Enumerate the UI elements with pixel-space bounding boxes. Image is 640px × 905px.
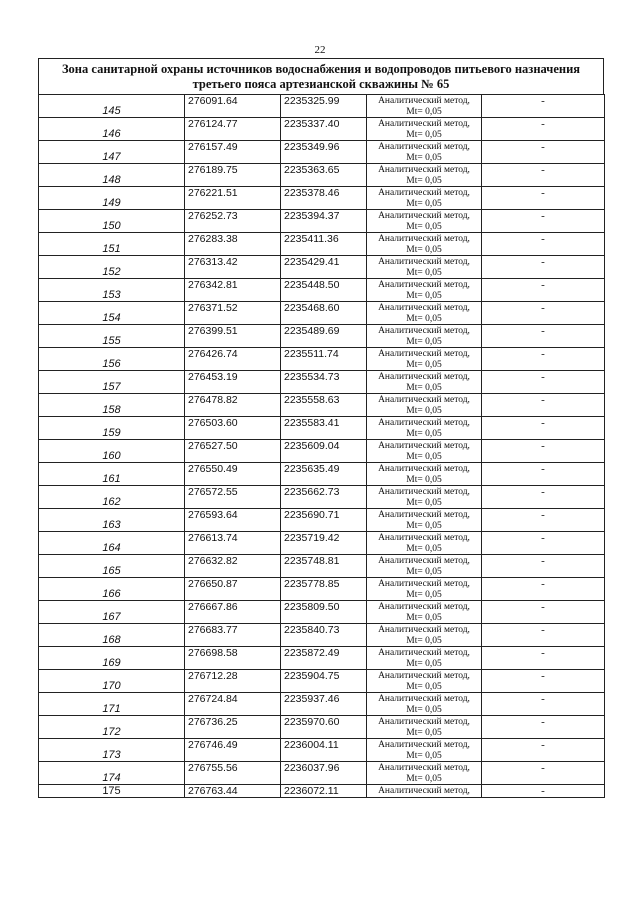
accuracy-label: Mt= 0,05 — [406, 106, 442, 117]
extra-cell: - — [482, 210, 605, 233]
table-row — [39, 233, 605, 256]
point-number-cell: 172 — [39, 716, 185, 739]
method-cell — [367, 647, 482, 670]
accuracy-label: Mt= 0,05 — [406, 129, 442, 140]
method-cell — [367, 739, 482, 762]
y-coordinate-cell: 2235378.46 — [281, 187, 367, 210]
table-row — [39, 693, 605, 716]
extra-cell: - — [482, 739, 605, 762]
method-cell — [367, 417, 482, 440]
table-row — [39, 279, 605, 302]
method-cell — [367, 187, 482, 210]
method-label: Аналитический метод, — [378, 464, 470, 474]
extra-cell: - — [482, 601, 605, 624]
extra-cell: - — [482, 371, 605, 394]
method-label: Аналитический метод, — [378, 142, 470, 152]
y-coordinate-cell: 2235511.74 — [281, 348, 367, 371]
point-number-cell: 149 — [39, 187, 185, 210]
coordinates-table — [38, 94, 605, 798]
method-cell — [367, 670, 482, 693]
x-coordinate-cell: 276426.74 — [185, 348, 281, 371]
point-number-cell: 156 — [39, 348, 185, 371]
table-row — [39, 762, 605, 785]
y-coordinate-cell: 2235349.96 — [281, 141, 367, 164]
x-coordinate-cell: 276189.75 — [185, 164, 281, 187]
method-label: Аналитический метод, — [378, 786, 470, 796]
x-coordinate-cell: 276736.25 — [185, 716, 281, 739]
table-row — [39, 670, 605, 693]
extra-cell: - — [482, 302, 605, 325]
point-number-cell: 171 — [39, 693, 185, 716]
y-coordinate-cell: 2235690.71 — [281, 509, 367, 532]
table-row — [39, 785, 605, 798]
y-coordinate-cell: 2235534.73 — [281, 371, 367, 394]
table-row — [39, 509, 605, 532]
point-number-cell: 151 — [39, 233, 185, 256]
accuracy-label: Mt= 0,05 — [406, 589, 442, 600]
accuracy-label: Mt= 0,05 — [406, 704, 442, 715]
x-coordinate-cell: 276371.52 — [185, 302, 281, 325]
extra-cell: - — [482, 256, 605, 279]
y-coordinate-cell: 2235429.41 — [281, 256, 367, 279]
accuracy-label: Mt= 0,05 — [406, 175, 442, 186]
method-cell — [367, 325, 482, 348]
extra-cell: - — [482, 325, 605, 348]
y-coordinate-cell: 2236004.11 — [281, 739, 367, 762]
method-cell — [367, 118, 482, 141]
method-cell — [367, 348, 482, 371]
y-coordinate-cell: 2235325.99 — [281, 95, 367, 118]
point-number-cell: 155 — [39, 325, 185, 348]
method-label: Аналитический метод, — [378, 648, 470, 658]
point-number-cell: 154 — [39, 302, 185, 325]
x-coordinate-cell: 276550.49 — [185, 463, 281, 486]
y-coordinate-cell: 2236037.96 — [281, 762, 367, 785]
method-label: Аналитический метод, — [378, 349, 470, 359]
accuracy-label: Mt= 0,05 — [406, 313, 442, 324]
x-coordinate-cell: 276252.73 — [185, 210, 281, 233]
method-label: Аналитический метод, — [378, 418, 470, 428]
method-label: Аналитический метод, — [378, 441, 470, 451]
accuracy-label: Mt= 0,05 — [406, 750, 442, 761]
method-label: Аналитический метод, — [378, 533, 470, 543]
x-coordinate-cell: 276763.44 — [185, 785, 281, 798]
method-label: Аналитический метод, — [378, 510, 470, 520]
extra-cell: - — [482, 417, 605, 440]
method-cell — [367, 440, 482, 463]
accuracy-label: Mt= 0,05 — [406, 773, 442, 784]
method-label: Аналитический метод, — [378, 763, 470, 773]
y-coordinate-cell: 2235970.60 — [281, 716, 367, 739]
x-coordinate-cell: 276124.77 — [185, 118, 281, 141]
table-row — [39, 532, 605, 555]
point-number-cell: 174 — [39, 762, 185, 785]
method-label: Аналитический метод, — [378, 234, 470, 244]
accuracy-label: Mt= 0,05 — [406, 681, 442, 692]
table-row — [39, 486, 605, 509]
accuracy-label: Mt= 0,05 — [406, 359, 442, 370]
method-cell — [367, 532, 482, 555]
accuracy-label: Mt= 0,05 — [406, 382, 442, 393]
page-number: 22 — [314, 44, 326, 56]
table-row — [39, 578, 605, 601]
method-cell — [367, 141, 482, 164]
method-cell — [367, 555, 482, 578]
accuracy-label: Mt= 0,05 — [406, 635, 442, 646]
extra-cell: - — [482, 394, 605, 417]
y-coordinate-cell: 2235872.49 — [281, 647, 367, 670]
table-row — [39, 348, 605, 371]
table-row — [39, 95, 605, 118]
accuracy-label: Mt= 0,05 — [406, 405, 442, 416]
y-coordinate-cell: 2236072.11 — [281, 785, 367, 798]
point-number-cell: 158 — [39, 394, 185, 417]
accuracy-label: Mt= 0,05 — [406, 290, 442, 301]
point-number-cell: 165 — [39, 555, 185, 578]
point-number-cell: 175 — [39, 785, 185, 798]
method-label: Аналитический метод, — [378, 671, 470, 681]
point-number-cell: 147 — [39, 141, 185, 164]
point-number-cell: 169 — [39, 647, 185, 670]
table-row — [39, 647, 605, 670]
x-coordinate-cell: 276667.86 — [185, 601, 281, 624]
y-coordinate-cell: 2235468.60 — [281, 302, 367, 325]
x-coordinate-cell: 276527.50 — [185, 440, 281, 463]
method-label: Аналитический метод, — [378, 487, 470, 497]
point-number-cell: 167 — [39, 601, 185, 624]
x-coordinate-cell: 276632.82 — [185, 555, 281, 578]
method-cell — [367, 693, 482, 716]
table-row — [39, 716, 605, 739]
method-label: Аналитический метод, — [378, 372, 470, 382]
extra-cell: - — [482, 624, 605, 647]
extra-cell: - — [482, 716, 605, 739]
method-cell — [367, 578, 482, 601]
extra-cell: - — [482, 762, 605, 785]
extra-cell: - — [482, 693, 605, 716]
accuracy-label: Mt= 0,05 — [406, 658, 442, 669]
extra-cell: - — [482, 164, 605, 187]
x-coordinate-cell: 276283.38 — [185, 233, 281, 256]
x-coordinate-cell: 276157.49 — [185, 141, 281, 164]
method-label: Аналитический метод, — [378, 740, 470, 750]
y-coordinate-cell: 2235363.65 — [281, 164, 367, 187]
method-label: Аналитический метод, — [378, 211, 470, 221]
y-coordinate-cell: 2235778.85 — [281, 578, 367, 601]
y-coordinate-cell: 2235583.41 — [281, 417, 367, 440]
accuracy-label: Mt= 0,05 — [406, 474, 442, 485]
table-row — [39, 325, 605, 348]
accuracy-label: Mt= 0,05 — [406, 336, 442, 347]
x-coordinate-cell: 276650.87 — [185, 578, 281, 601]
x-coordinate-cell: 276091.64 — [185, 95, 281, 118]
y-coordinate-cell: 2235748.81 — [281, 555, 367, 578]
table-row — [39, 141, 605, 164]
x-coordinate-cell: 276613.74 — [185, 532, 281, 555]
method-cell — [367, 486, 482, 509]
x-coordinate-cell: 276755.56 — [185, 762, 281, 785]
table-row — [39, 210, 605, 233]
x-coordinate-cell: 276724.84 — [185, 693, 281, 716]
extra-cell: - — [482, 440, 605, 463]
method-cell — [367, 716, 482, 739]
table-row — [39, 624, 605, 647]
y-coordinate-cell: 2235719.42 — [281, 532, 367, 555]
accuracy-label: Mt= 0,05 — [406, 451, 442, 462]
x-coordinate-cell: 276478.82 — [185, 394, 281, 417]
y-coordinate-cell: 2235635.49 — [281, 463, 367, 486]
accuracy-label: Mt= 0,05 — [406, 221, 442, 232]
point-number-cell: 152 — [39, 256, 185, 279]
extra-cell: - — [482, 141, 605, 164]
table-row — [39, 739, 605, 762]
accuracy-label: Mt= 0,05 — [406, 543, 442, 554]
y-coordinate-cell: 2235558.63 — [281, 394, 367, 417]
method-cell — [367, 233, 482, 256]
y-coordinate-cell: 2235904.75 — [281, 670, 367, 693]
document-table-block — [38, 58, 604, 798]
method-label: Аналитический метод, — [378, 119, 470, 129]
point-number-cell: 170 — [39, 670, 185, 693]
point-number-cell: 166 — [39, 578, 185, 601]
x-coordinate-cell: 276503.60 — [185, 417, 281, 440]
method-label: Аналитический метод, — [378, 556, 470, 566]
x-coordinate-cell: 276453.19 — [185, 371, 281, 394]
method-label: Аналитический метод, — [378, 717, 470, 727]
y-coordinate-cell: 2235840.73 — [281, 624, 367, 647]
method-label: Аналитический метод, — [378, 188, 470, 198]
method-cell — [367, 256, 482, 279]
method-label: Аналитический метод, — [378, 280, 470, 290]
accuracy-label: Mt= 0,05 — [406, 497, 442, 508]
point-number-cell: 160 — [39, 440, 185, 463]
accuracy-label: Mt= 0,05 — [406, 198, 442, 209]
x-coordinate-cell: 276698.58 — [185, 647, 281, 670]
table-row — [39, 256, 605, 279]
method-cell — [367, 762, 482, 785]
extra-cell: - — [482, 348, 605, 371]
y-coordinate-cell: 2235411.36 — [281, 233, 367, 256]
method-label: Аналитический метод, — [378, 165, 470, 175]
x-coordinate-cell: 276683.77 — [185, 624, 281, 647]
x-coordinate-cell: 276746.49 — [185, 739, 281, 762]
point-number-cell: 145 — [39, 95, 185, 118]
table-row — [39, 371, 605, 394]
method-cell — [367, 394, 482, 417]
point-number-cell: 153 — [39, 279, 185, 302]
accuracy-label: Mt= 0,05 — [406, 152, 442, 163]
x-coordinate-cell: 276399.51 — [185, 325, 281, 348]
x-coordinate-cell: 276342.81 — [185, 279, 281, 302]
x-coordinate-cell: 276712.28 — [185, 670, 281, 693]
accuracy-label: Mt= 0,05 — [406, 566, 442, 577]
point-number-cell: 168 — [39, 624, 185, 647]
method-label: Аналитический метод, — [378, 395, 470, 405]
method-label: Аналитический метод, — [378, 303, 470, 313]
table-row — [39, 302, 605, 325]
table-row — [39, 417, 605, 440]
point-number-cell: 164 — [39, 532, 185, 555]
accuracy-label: Mt= 0,05 — [406, 428, 442, 439]
extra-cell: - — [482, 532, 605, 555]
method-label: Аналитический метод, — [378, 694, 470, 704]
extra-cell: - — [482, 187, 605, 210]
method-cell — [367, 371, 482, 394]
table-row — [39, 555, 605, 578]
table-row — [39, 118, 605, 141]
point-number-cell: 161 — [39, 463, 185, 486]
point-number-cell: 150 — [39, 210, 185, 233]
y-coordinate-cell: 2235937.46 — [281, 693, 367, 716]
method-label: Аналитический метод, — [378, 625, 470, 635]
point-number-cell: 163 — [39, 509, 185, 532]
table-row — [39, 440, 605, 463]
y-coordinate-cell: 2235448.50 — [281, 279, 367, 302]
method-cell — [367, 509, 482, 532]
extra-cell: - — [482, 555, 605, 578]
point-number-cell: 148 — [39, 164, 185, 187]
extra-cell: - — [482, 95, 605, 118]
method-cell — [367, 279, 482, 302]
extra-cell: - — [482, 670, 605, 693]
extra-cell: - — [482, 509, 605, 532]
point-number-cell: 157 — [39, 371, 185, 394]
point-number-cell: 173 — [39, 739, 185, 762]
x-coordinate-cell: 276593.64 — [185, 509, 281, 532]
y-coordinate-cell: 2235489.69 — [281, 325, 367, 348]
extra-cell: - — [482, 785, 605, 798]
x-coordinate-cell: 276221.51 — [185, 187, 281, 210]
extra-cell: - — [482, 578, 605, 601]
method-label: Аналитический метод, — [378, 579, 470, 589]
method-label: Аналитический метод, — [378, 257, 470, 267]
y-coordinate-cell: 2235662.73 — [281, 486, 367, 509]
method-cell — [367, 95, 482, 118]
point-number-cell: 146 — [39, 118, 185, 141]
accuracy-label: Mt= 0,05 — [406, 727, 442, 738]
extra-cell: - — [482, 233, 605, 256]
table-row — [39, 394, 605, 417]
y-coordinate-cell: 2235609.04 — [281, 440, 367, 463]
table-row — [39, 601, 605, 624]
method-label: Аналитический метод, — [378, 96, 470, 106]
method-cell — [367, 302, 482, 325]
extra-cell: - — [482, 486, 605, 509]
accuracy-label: Mt= 0,05 — [406, 267, 442, 278]
method-cell — [367, 785, 482, 798]
table-row — [39, 187, 605, 210]
point-number-cell: 162 — [39, 486, 185, 509]
y-coordinate-cell: 2235809.50 — [281, 601, 367, 624]
accuracy-label: Mt= 0,05 — [406, 520, 442, 531]
method-cell — [367, 463, 482, 486]
table-title: Зона санитарной охраны источников водоснабжения и водопроводов питьевого назначения третьего пояса артезианской скважины № 65 — [38, 58, 604, 94]
method-label: Аналитический метод, — [378, 326, 470, 336]
y-coordinate-cell: 2235394.37 — [281, 210, 367, 233]
extra-cell: - — [482, 647, 605, 670]
method-label: Аналитический метод, — [378, 602, 470, 612]
table-row — [39, 164, 605, 187]
method-cell — [367, 624, 482, 647]
table-body — [39, 95, 605, 798]
accuracy-label: Mt= 0,05 — [406, 612, 442, 623]
extra-cell: - — [482, 118, 605, 141]
method-cell — [367, 164, 482, 187]
method-cell — [367, 210, 482, 233]
y-coordinate-cell: 2235337.40 — [281, 118, 367, 141]
x-coordinate-cell: 276572.55 — [185, 486, 281, 509]
point-number-cell: 159 — [39, 417, 185, 440]
accuracy-label: Mt= 0,05 — [406, 244, 442, 255]
x-coordinate-cell: 276313.42 — [185, 256, 281, 279]
extra-cell: - — [482, 463, 605, 486]
method-cell — [367, 601, 482, 624]
extra-cell: - — [482, 279, 605, 302]
table-row — [39, 463, 605, 486]
